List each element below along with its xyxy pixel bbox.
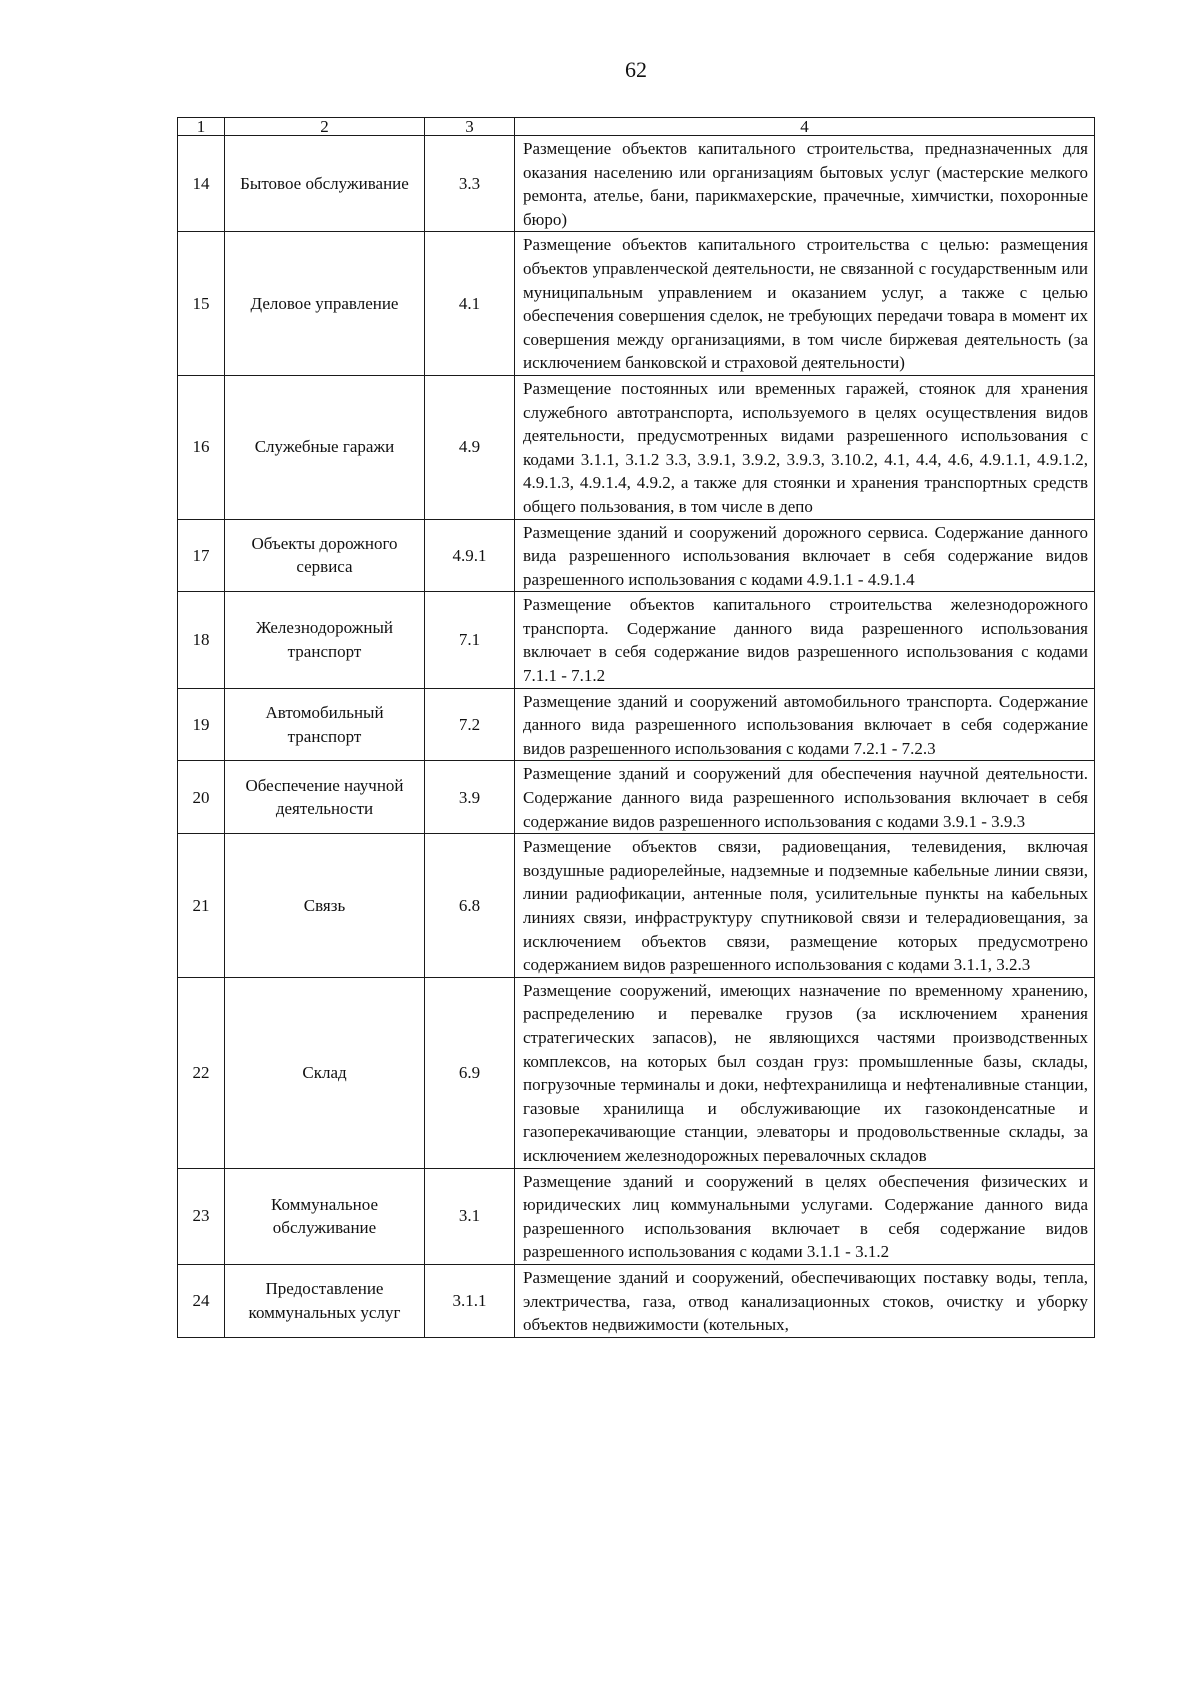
- table-row: [178, 1264, 1095, 1337]
- use-type-name: Железнодорожный транспорт: [225, 592, 425, 688]
- header-col-number: 1: [178, 118, 225, 136]
- use-type-name: Служебные гаражи: [225, 375, 425, 519]
- row-number: 14: [178, 136, 225, 232]
- use-type-description: Размещение объектов связи, радиовещания, телевидения, включая воздушные радиорелейные, надземные и подземные кабельные линии связи, линии радиофикации, антенные поля, усилительные пункты на кабельных линиях связи, инфраструктуру спутниковой связи и телерадиовещания, за исключением объектов связи, размещение которых предусмотрено содержанием видов разрешенного использования с кодами 3.1.1, 3.2.3: [515, 834, 1095, 978]
- row-number: 16: [178, 375, 225, 519]
- row-number: 18: [178, 592, 225, 688]
- header-col-name: 2: [225, 118, 425, 136]
- use-type-description: Размещение постоянных или временных гаражей, стоянок для хранения служебного автотранспорта, используемого в целях осуществления видов деятельности, предусмотренных видами разрешенного использования с кодами 3.1.1, 3.1.2 3.3, 3.9.1, 3.9.2, 3.9.3, 3.10.2, 4.1, 4.4, 4.6, 4.9.1.1, 4.9.1.2, 4.9.1.3, 4.9.1.4, 4.9.2, а также для стоянки и хранения транспортных средств общего пользования, в том числе в депо: [515, 375, 1095, 519]
- use-type-code: 6.9: [425, 977, 515, 1168]
- use-type-code: 6.8: [425, 834, 515, 978]
- table-row: [178, 519, 1095, 592]
- row-number: 15: [178, 232, 225, 376]
- use-type-code: 4.9.1: [425, 519, 515, 592]
- table-row: [178, 592, 1095, 688]
- use-type-description: Размещение зданий и сооружений в целях обеспечения физических и юридических лиц коммунальными услугами. Содержание данного вида разрешенного использования включает в себя содержание видов разрешенного использования с кодами 3.1.1 - 3.1.2: [515, 1168, 1095, 1264]
- use-type-description: Размещение сооружений, имеющих назначение по временному хранению, распределению и перевалке грузов (за исключением хранения стратегических запасов), не являющихся частями производственных комплексов, на которых был создан груз: промышленные базы, склады, погрузочные терминалы и доки, нефтехранилища и нефтеналивные станции, газовые хранилища и обслуживающие их газоконденсатные и газоперекачивающие станции, элеваторы и продовольственные склады, за исключением железнодорожных перевалочных складов: [515, 977, 1095, 1168]
- use-type-code: 4.1: [425, 232, 515, 376]
- use-type-code: 7.1: [425, 592, 515, 688]
- table-row: [178, 688, 1095, 761]
- use-type-name: Предоставление коммунальных услуг: [225, 1264, 425, 1337]
- use-type-name: Связь: [225, 834, 425, 978]
- use-type-name: Деловое управление: [225, 232, 425, 376]
- use-type-code: 3.1: [425, 1168, 515, 1264]
- page-number: 62: [625, 57, 647, 82]
- use-type-name: Обеспечение научной деятельности: [225, 761, 425, 834]
- table-row: [178, 834, 1095, 978]
- table-header-row: [178, 118, 1095, 136]
- use-type-code: 7.2: [425, 688, 515, 761]
- row-number: 22: [178, 977, 225, 1168]
- use-type-code: 3.1.1: [425, 1264, 515, 1337]
- table-row: [178, 977, 1095, 1168]
- use-type-name: Автомобильный транспорт: [225, 688, 425, 761]
- use-type-description: Размещение зданий и сооружений дорожного сервиса. Содержание данного вида разрешенного использования включает в себя содержание видов разрешенного использования с кодами 4.9.1.1 - 4.9.1.4: [515, 519, 1095, 592]
- use-type-code: 3.9: [425, 761, 515, 834]
- table-row: [178, 1168, 1095, 1264]
- use-type-description: Размещение зданий и сооружений, обеспечивающих поставку воды, тепла, электричества, газа, отвод канализационных стоков, очистку и уборку объектов недвижимости (котельных,: [515, 1264, 1095, 1337]
- use-type-description: Размещение зданий и сооружений для обеспечения научной деятельности. Содержание данного вида разрешенного использования включает в себя содержание видов разрешенного использования с кодами 3.9.1 - 3.9.3: [515, 761, 1095, 834]
- table-row: [178, 375, 1095, 519]
- use-type-description: Размещение объектов капитального строительства железнодорожного транспорта. Содержание данного вида разрешенного использования включает в себя содержание видов разрешенного использования с кодами 7.1.1 - 7.1.2: [515, 592, 1095, 688]
- header-col-description: 4: [515, 118, 1095, 136]
- use-type-description: Размещение зданий и сооружений автомобильного транспорта. Содержание данного вида разрешенного использования включает в себя содержание видов разрешенного использования с кодами 7.2.1 - 7.2.3: [515, 688, 1095, 761]
- use-type-description: Размещение объектов капитального строительства, предназначенных для оказания населению или организациям бытовых услуг (мастерские мелкого ремонта, ателье, бани, парикмахерские, прачечные, химчистки, похоронные бюро): [515, 136, 1095, 232]
- row-number: 21: [178, 834, 225, 978]
- row-number: 19: [178, 688, 225, 761]
- use-type-code: 3.3: [425, 136, 515, 232]
- use-type-name: Бытовое обслуживание: [225, 136, 425, 232]
- header-col-code: 3: [425, 118, 515, 136]
- use-type-name: Склад: [225, 977, 425, 1168]
- table-row: [178, 761, 1095, 834]
- row-number: 23: [178, 1168, 225, 1264]
- land-use-table: [177, 117, 1095, 1338]
- use-type-name: Коммунальное обслуживание: [225, 1168, 425, 1264]
- row-number: 20: [178, 761, 225, 834]
- table-row: [178, 232, 1095, 376]
- use-type-description: Размещение объектов капитального строительства с целью: размещения объектов управленческой деятельности, не связанной с государственным или муниципальным управлением и оказанием услуг, а также с целью обеспечения совершения сделок, не требующих передачи товара в момент их совершения между организациями, в том числе биржевая деятельность (за исключением банковской и страховой деятельности): [515, 232, 1095, 376]
- use-type-code: 4.9: [425, 375, 515, 519]
- row-number: 24: [178, 1264, 225, 1337]
- row-number: 17: [178, 519, 225, 592]
- use-type-name: Объекты дорожного сервиса: [225, 519, 425, 592]
- table-row: [178, 136, 1095, 232]
